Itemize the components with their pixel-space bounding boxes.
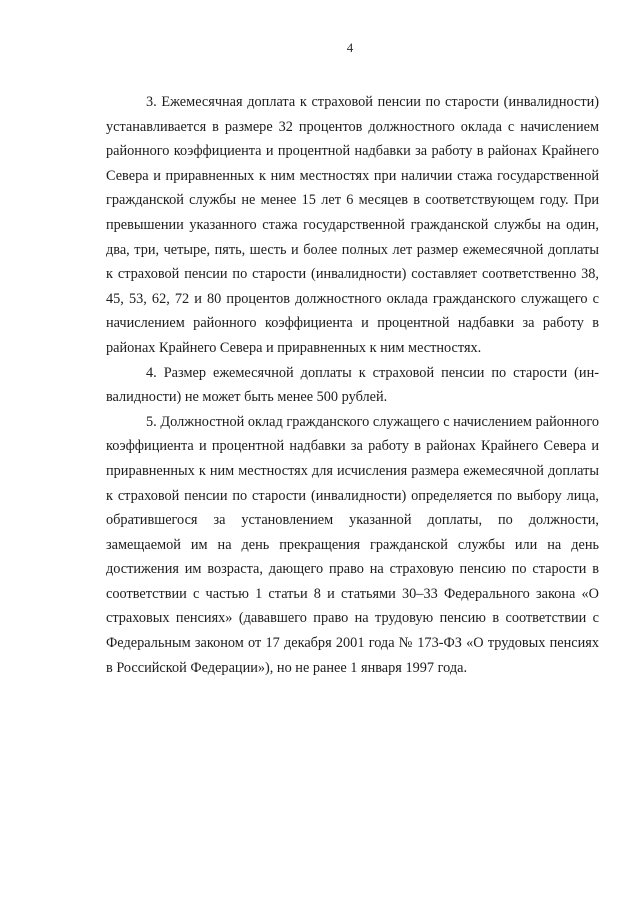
paragraph-3: 3. Ежемесячная доплата к страховой пенсии по старости (инвалидности) устанавливается в размере 32 процентов должностного оклада с начислением районного коэффициента и процентной надбавки за работу в районах Крайнего Севера и приравненных к ним местностях при наличии стажа государственной гражданской службы не менее 15 лет 6 месяцев в соответствующем году. При превышении указанного стажа государственной гражданской службы на один, два, три, четыре, пять, шесть и более полных лет размер ежемесячной доплаты к страховой пенсии по старости (инвалидности) составляет соответственно 38, 45, 53, 62, 72 и 80 процентов должностного оклада гражданского служащего с начислением районного коэффициента и процентной надбавки за работу в районах Крайнего Севера и приравненных к ним местностях. [106, 94, 599, 356]
document-body [106, 90, 599, 680]
paragraph-5: 5. Должностной оклад гражданского служащего с начислением районного коэффициента и процентной надбавки за работу в районах Крайнего Севера и приравненных к ним местностях для исчисления размера ежемесячной доплаты к страховой пенсии по старости (инвалидности) определяется по выбору лица, обратившегося за установлением указанной доплаты, по должности, замещаемой им на день прекращения гражданской службы или на день достижения им возраста, дающего право на страховую пенсию по старости в соответствии с частью 1 статьи 8 и статьями 30–33 Федерального закона «О страховых пенсиях» (дававшего право на трудовую пенсию в соответствии с Федеральным законом от 17 декабря 2001 года № 173-ФЗ «О трудовых пенсиях в Российской Федерации»), но не ранее 1 января 1997 года. [106, 413, 599, 676]
paragraph-4: 4. Размер ежемесячной доплаты к страховой пенсии по старости (инвалидности) не может быть менее 500 рублей. [106, 364, 599, 406]
page-number: 4 [346, 40, 354, 55]
